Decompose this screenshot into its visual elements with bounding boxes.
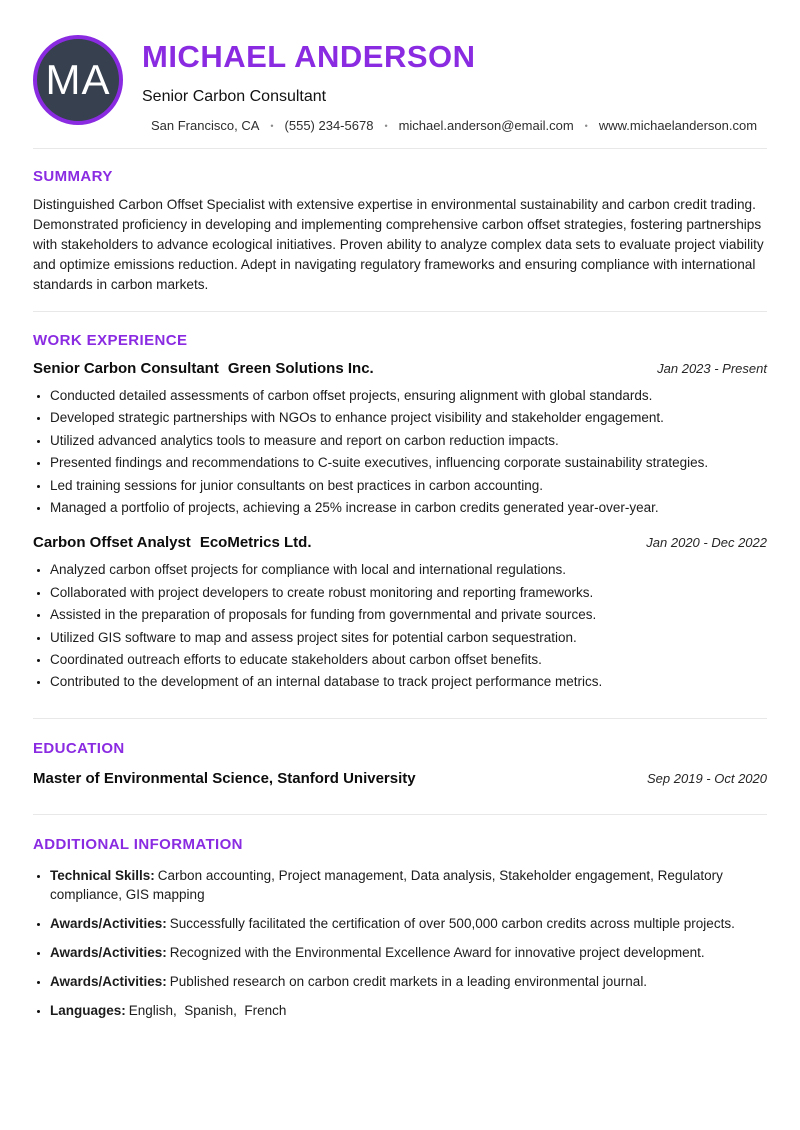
additional-information-heading: ADDITIONAL INFORMATION — [33, 835, 243, 853]
education-dates: Sep 2019 - Oct 2020 — [647, 770, 767, 786]
job-bullet: • Developed strategic partnerships with NGOs to enhance project visibility and stakeholder engagement. — [50, 407, 767, 429]
additional-item-label: Awards/Activities: — [50, 973, 167, 989]
job-bullet: • Coordinated outreach efforts to educate stakeholders about carbon offset benefits. — [50, 649, 767, 671]
additional-item — [50, 866, 767, 904]
resume-page — [0, 35, 800, 1020]
additional-item — [50, 1001, 767, 1020]
additional-item-label: Awards/Activities: — [50, 915, 167, 931]
additional-item-text: Successfully facilitated the certification of over 500,000 carbon credits across multiple projects. — [169, 915, 735, 931]
additional-item-text: English, Spanish, French — [128, 1002, 287, 1018]
contact-phone: (555) 234-5678 — [284, 118, 374, 133]
header-text — [142, 35, 757, 133]
additional-item-text: Published research on carbon credit markets in a leading environmental journal. — [169, 973, 648, 989]
job-bullet-list — [33, 559, 767, 693]
additional-item-text: Carbon accounting, Project management, Data analysis, Stakeholder engagement, Regulatory compliance, GIS mapping — [50, 867, 727, 902]
education-degree: Master of Environmental Science, Stanford University — [33, 769, 416, 787]
additional-item-text: Recognized with the Environmental Excellence Award for innovative project development. — [169, 944, 705, 960]
job-dates: Jan 2020 - Dec 2022 — [646, 535, 767, 551]
candidate-name: MICHAEL ANDERSON — [142, 39, 476, 74]
job-position: Carbon Offset Analyst — [33, 534, 191, 552]
work-experience-section — [33, 311, 767, 694]
summary-section — [33, 148, 767, 295]
additional-item-label: Languages: — [50, 1002, 126, 1018]
job-bullet: • Collaborated with project developers to create robust monitoring and reporting frameworks. — [50, 582, 767, 604]
job-title — [33, 534, 312, 551]
summary-heading: SUMMARY — [33, 168, 113, 185]
work-experience-heading: WORK EXPERIENCE — [33, 332, 188, 349]
additional-information-section — [33, 814, 767, 1020]
candidate-title: Senior Carbon Consultant — [142, 88, 327, 105]
job-bullet: • Assisted in the preparation of proposals for funding from governmental and private sources. — [50, 604, 767, 626]
job-bullet: • Analyzed carbon offset projects for compliance with local and international regulations. — [50, 559, 767, 581]
contact-separator: • — [384, 120, 388, 131]
job-bullet: • Utilized GIS software to map and assess project sites for potential carbon sequestration. — [50, 627, 767, 649]
contact-row — [151, 118, 757, 133]
job-bullet: • Conducted detailed assessments of carbon offset projects, ensuring alignment with global standards. — [50, 385, 767, 407]
job-header — [33, 360, 767, 377]
contact-location: San Francisco, CA — [151, 118, 260, 133]
avatar — [33, 35, 123, 125]
job-entry — [33, 534, 767, 693]
education-heading: EDUCATION — [33, 739, 125, 757]
avatar-initials: MA — [45, 56, 111, 103]
job-entry — [33, 360, 767, 519]
summary-text: Distinguished Carbon Offset Specialist with extensive expertise in environmental sustainability and carbon credit trading. Demonstrated proficiency in developing and implementing comprehensive carbon offset strategies, fostering partnerships with stakeholders to advance ecological initiatives. Proven ability to analyze complex data sets to evaluate project viability and optimize emissions reduction. Adept in navigating regulatory frameworks and ensuring compliance with international standards in carbon markets. — [33, 197, 764, 292]
resume-header — [33, 35, 767, 133]
contact-separator: • — [270, 120, 274, 131]
contact-website: www.michaelanderson.com — [598, 118, 758, 133]
job-bullet-list — [33, 385, 767, 519]
contact-email: michael.anderson@email.com — [398, 118, 574, 133]
additional-item-label: Technical Skills: — [50, 867, 155, 883]
contact-separator: • — [584, 120, 588, 131]
job-bullet: • Managed a portfolio of projects, achieving a 25% increase in carbon credits generated year-over-year. — [50, 497, 767, 519]
job-dates: Jan 2023 - Present — [657, 361, 767, 376]
job-company: Green Solutions Inc. — [227, 360, 374, 377]
job-bullet: • Presented findings and recommendations to C-suite executives, influencing corporate sustainability strategies. — [50, 452, 767, 474]
job-bullet: • Utilized advanced analytics tools to measure and report on carbon reduction impacts. — [50, 430, 767, 452]
job-bullet: • Contributed to the development of an internal database to track project performance metrics. — [50, 671, 767, 693]
job-title — [33, 360, 374, 377]
additional-item — [50, 943, 767, 962]
job-header — [33, 534, 767, 551]
job-bullet: • Led training sessions for junior consultants on best practices in carbon accounting. — [50, 475, 767, 497]
education-entry — [33, 770, 767, 787]
additional-item-label: Awards/Activities: — [50, 944, 167, 960]
additional-item — [50, 914, 767, 933]
education-section — [33, 718, 767, 787]
additional-item-list — [33, 866, 767, 1020]
job-company: EcoMetrics Ltd. — [199, 534, 312, 552]
additional-item — [50, 972, 767, 991]
job-position: Senior Carbon Consultant — [33, 360, 219, 377]
